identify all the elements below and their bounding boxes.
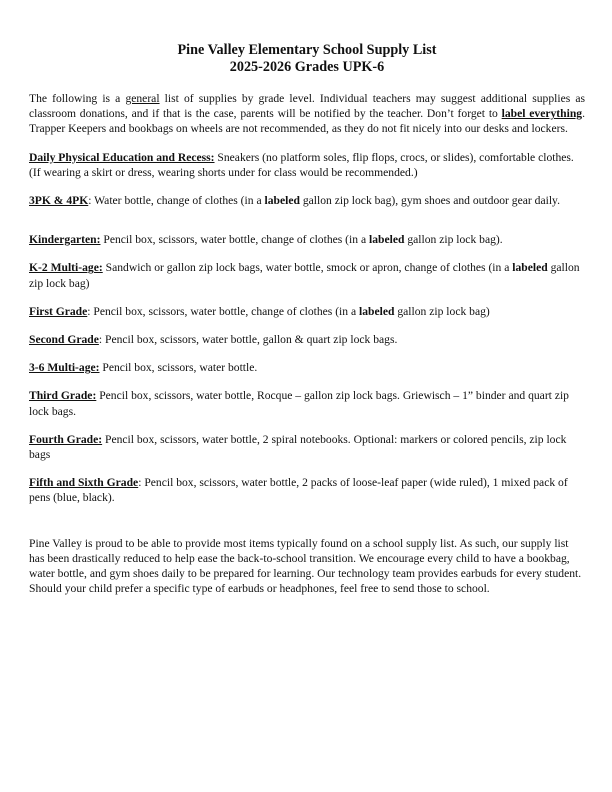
section-text: Pencil box, scissors, water bottle, Rocque – gallon zip lock bags. Griewisch – 1” binder and quart zip lock bags. [29,389,569,418]
section-text: : Pencil box, scissors, water bottle, change of clothes (in a [87,304,360,318]
page-title [29,42,585,75]
labeled-keyword: labeled [264,194,300,208]
section-text: Sneakers (no platform soles, flip flops, crocs, or slides), comfortable clothes. (If wearing a skirt or dress, wearing shorts under for class would be recommended.) [29,150,574,179]
intro-text-1: The following is a [29,92,126,105]
section-text: Pencil box, scissors, water bottle. [99,361,258,375]
section-label: K-2 Multi-age: [29,261,103,275]
section-label: Kindergarten: [29,233,101,247]
section-label: Third Grade: [29,389,97,403]
title-line-2: 2025-2026 Grades UPK-6 [229,58,385,75]
intro-text-2: list of supplies by grade level. Individual teachers may suggest additional supplies as classroom donations, and if that is the case, parents will be notified by the teacher. Don’t forget to [29,92,585,121]
section-text: : Water bottle, change of clothes (in a [88,194,265,208]
section-second-grade [29,332,585,347]
section-text: gallon zip lock bag). [404,233,503,247]
section-text: : Pencil box, scissors, water bottle, 2 packs of loose-leaf paper (wide ruled), 1 mixed pack of pens (blue, black). [29,476,568,505]
section-fifth-sixth-grade [29,475,585,505]
section-label: Daily Physical Education and Recess: [29,150,215,164]
section-label: First Grade [29,304,88,318]
section-text: gallon zip lock bag) [394,304,490,318]
section-text: gallon zip lock bag), gym shoes and outdoor gear daily. [299,194,560,208]
section-kindergarten [29,232,585,247]
document-page [29,42,585,596]
section-text: : Pencil box, scissors, water bottle, gallon & quart zip lock bags. [98,333,398,347]
intro-general-word: general [125,92,160,105]
labeled-keyword: labeled [369,233,405,247]
section-3-6-multi-age [29,360,585,375]
section-3pk-4pk [29,193,585,208]
closing-paragraph: Pine Valley is proud to be able to provide most items typically found on a school supply list. As such, our supply list has been drastically reduced to help ease the back-to-school transition. We encourage every child to have a bookbag, water bottle, and gym shoes daily to be prepared for learning. Our technology team provides earbuds for every student. Should your child prefer a specific type of earbuds or headphones, feel free to send those to school. [29,536,582,596]
intro-text-3: . Trapper Keepers and bookbags on wheels are not recommended, as they do not fit nicely into our desks and lockers. [29,107,585,136]
section-text: gallon zip lock bag) [29,261,580,290]
section-fourth-grade [29,432,585,462]
section-k2-multi-age [29,260,585,290]
section-label: Fifth and Sixth Grade [29,476,139,490]
labeled-keyword: labeled [512,261,548,275]
labeled-keyword: labeled [359,304,395,318]
section-text: Sandwich or gallon zip lock bags, water bottle, smock or apron, change of clothes (in a [102,261,513,275]
section-text: Pencil box, scissors, water bottle, 2 spiral notebooks. Optional: markers or colored pencils, zip lock bags [29,432,567,462]
intro-paragraph [29,91,585,137]
section-label: 3PK & 4PK [29,194,89,208]
section-physical-education [29,150,585,180]
intro-label-everything: label everything [501,107,583,121]
title-line-1: Pine Valley Elementary School Supply List [177,42,437,58]
section-label: 3-6 Multi-age: [29,361,100,375]
section-first-grade [29,304,585,319]
section-third-grade [29,388,585,418]
section-label: Second Grade [29,333,99,347]
section-text: Pencil box, scissors, water bottle, change of clothes (in a [100,233,370,247]
section-label: Fourth Grade: [29,432,103,446]
